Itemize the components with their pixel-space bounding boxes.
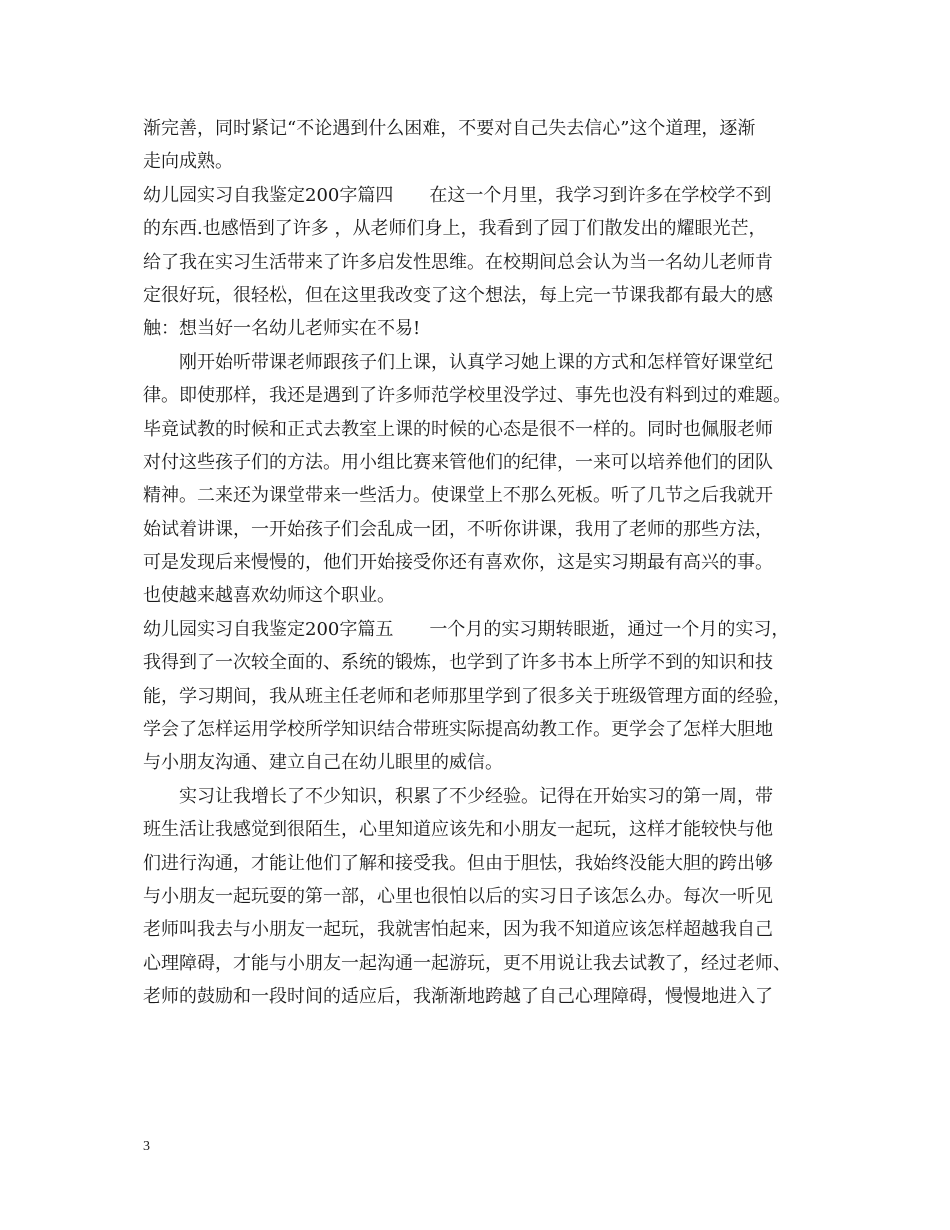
text-line: 始试着讲课，一开始孩子们会乱成一团，不听你讲课，我用了老师的那些方法， (143, 518, 773, 540)
text-line: 们进行沟通，才能让他们了解和接受我。但由于胆怯，我始终没能大胆的跨出够 (143, 852, 773, 874)
text-line: 也使越来越喜欢幼师这个职业。 (143, 585, 395, 607)
text-line: 与小朋友一起玩耍的第一部，心里也很怕以后的实习日子该怎么办。每次一听见 (143, 885, 773, 907)
body-text (143, 112, 815, 1014)
text-line: 定很好玩，很轻松，但在这里我改变了这个想法，每上完一节课我都有最大的感 (143, 284, 773, 306)
text-line: 刚开始听带课老师跟孩子们上课，认真学习她上课的方式和怎样管好课堂纪 (143, 351, 773, 373)
text-line: 可是发现后来慢慢的，他们开始接受你还有喜欢你，这是实习期最有高兴的事。 (143, 552, 773, 574)
text-line: 与小朋友沟通、建立自己在幼儿眼里的威信。 (143, 752, 503, 774)
text-line: 精神。二来还为课堂带来一些活力。使课堂上不那么死板。听了几节之后我就开 (143, 485, 773, 507)
text-line: 幼儿园实习自我鉴定200字篇四 在这一个月里，我学习到许多在学校学不到 (143, 184, 772, 206)
text-line: 能，学习期间，我从班主任老师和老师那里学到了很多关于班级管理方面的经验， (143, 685, 791, 707)
text-line: 幼儿园实习自我鉴定200字篇五 一个月的实习期转眼逝，通过一个月的实习， (143, 618, 790, 640)
text-line: 的东西.也感悟到了许多 ，从老师们身上，我看到了园丁们散发出的耀眼光芒， (143, 218, 767, 240)
text-line: 实习让我增长了不少知识，积累了不少经验。记得在开始实习的第一周，带 (143, 785, 773, 807)
text-line: 给了我在实习生活带来了许多启发性思维。在校期间总会认为当一名幼儿老师肯 (143, 251, 773, 273)
text-line: 老师的鼓励和一段时间的适应后，我渐渐地跨越了自己心理障碍，慢慢地进入了 (143, 986, 773, 1008)
text-line: 心理障碍，才能与小朋友一起沟通一起游玩，更不用说让我去试教了，经过老师、 (143, 952, 791, 974)
text-line: 我得到了一次较全面的、系统的锻炼，也学到了许多书本上所学不到的知识和技 (143, 652, 773, 674)
page-number: 3 (143, 1139, 150, 1154)
text-line: 触：想当好一名幼儿老师实在不易! (143, 318, 421, 340)
text-line: 渐完善，同时紧记“不论遇到什么困难，不要对自己失去信心”这个道理，逐渐 (143, 118, 756, 139)
text-line: 毕竟试教的时候和正式去教室上课的时候的心态是很不一样的。同时也佩服老师 (143, 418, 773, 440)
text-line: 班生活让我感觉到很陌生，心里知道应该先和小朋友一起玩，这样才能较快与他 (143, 819, 773, 841)
text-line: 学会了怎样运用学校所学知识结合带班实际提高幼教工作。更学会了怎样大胆地 (143, 719, 773, 741)
text-line: 对付这些孩子们的方法。用小组比赛来管他们的纪律，一来可以培养他们的团队 (143, 451, 773, 473)
text-line: 律。即使那样，我还是遇到了许多师范学校里没学过、事先也没有料到过的难题。 (143, 385, 791, 407)
text-line: 老师叫我去与小朋友一起玩，我就害怕起来，因为我不知道应该怎样超越我自己 (143, 919, 773, 941)
text-line: 走向成熟。 (143, 151, 233, 173)
